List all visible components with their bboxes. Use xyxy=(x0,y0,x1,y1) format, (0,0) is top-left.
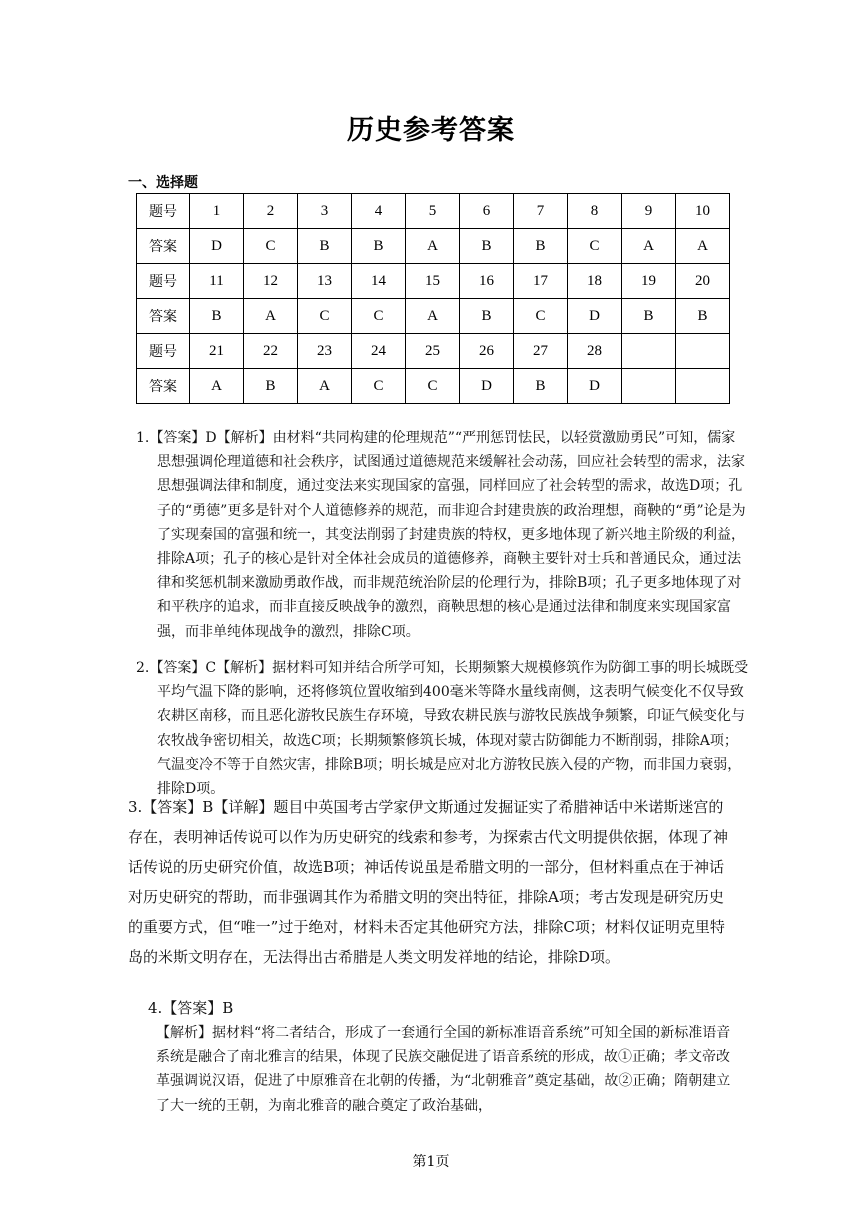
table-cell: C xyxy=(568,229,622,264)
table-cell: 17 xyxy=(514,264,568,299)
table-cell: 24 xyxy=(352,334,406,369)
answer-4-heading: 4.【答案】B xyxy=(148,999,234,1017)
table-cell: A xyxy=(244,299,298,334)
table-cell: B xyxy=(352,229,406,264)
table-cell: C xyxy=(352,369,406,404)
table-cell: C xyxy=(352,299,406,334)
table-cell xyxy=(676,334,730,369)
table-cell: D xyxy=(190,229,244,264)
row-label: 题号 xyxy=(137,194,190,229)
table-cell: 14 xyxy=(352,264,406,299)
table-cell: A xyxy=(406,299,460,334)
table-cell: 28 xyxy=(568,334,622,369)
answer-explanation-3: 3.【答案】B【详解】题目中英国考古学家伊文斯通过发掘证实了希腊神话中米诺斯迷宫的存在，表明神话传说可以作为历史研究的线索和参考，为探索古代文明提供依据，体现了神话传说的历史研究价值，故选B项；神话传说虽是希腊文明的一部分，但材料重点在于神话对历史研究的帮助，而非强调其作为希腊文明的突出特征，排除A项；考古发现是研究历史的重要方式，但“唯一”过于绝对，材料未否定其他研究方法，排除C项；材料仅证明克里特岛的米斯文明存在，无法得出古希腊是人类文明发祥地的结论，排除D项。 xyxy=(128,798,729,966)
table-cell: 1 xyxy=(190,194,244,229)
section-heading: 一、选择题 xyxy=(128,175,198,191)
table-cell: A xyxy=(190,369,244,404)
table-cell: B xyxy=(244,369,298,404)
answer-explanation-2: 2.【答案】C【解析】据材料可知并结合所学可知，长期频繁大规模修筑作为防御工事的明长城既受平均气温下降的影响，还将修筑位置收缩到400毫米等降水量线南侧，这表明气候变化不仅导致农耕区南移，而且恶化游牧民族生存环境，导致农耕民族与游牧民族战争频繁，印证气候变化与农牧战争密切相关，故选C项；长期频繁修筑长城，体现对蒙古防御能力不断削弱，排除A项；气温变冷不等于自然灾害，排除B项；明长城是应对北方游牧民族入侵的产物，而非国力衰弱，排除D项。 xyxy=(136,660,749,798)
table-cell: A xyxy=(406,229,460,264)
answer-table xyxy=(136,193,730,404)
table-cell: C xyxy=(514,299,568,334)
table-row xyxy=(137,229,730,264)
table-cell: 25 xyxy=(406,334,460,369)
table-cell: C xyxy=(298,299,352,334)
table-row xyxy=(137,264,730,299)
page-title: 历史参考答案 xyxy=(347,115,515,146)
answer-explanation-4: 【解析】据材料“将二者结合，形成了一套通行全国的新标准语音系统”可知全国的新标准语音系统是融合了南北雅言的结果，体现了民族交融促进了语音系统的形成，故①正确；孝文帝改革强调说汉语，促进了中原雅音在北朝的传播，为“北朝雅音”奠定基础，故②正确；隋朝建立了大一统的王朝，为南北雅音的融合奠定了政治基础， xyxy=(156,1025,731,1114)
table-cell: D xyxy=(460,369,514,404)
table-cell: 22 xyxy=(244,334,298,369)
table-cell: C xyxy=(406,369,460,404)
row-label: 答案 xyxy=(137,229,190,264)
table-cell: 19 xyxy=(622,264,676,299)
table-cell: A xyxy=(298,369,352,404)
table-cell: B xyxy=(514,369,568,404)
table-cell: 27 xyxy=(514,334,568,369)
table-cell: A xyxy=(622,229,676,264)
table-cell: B xyxy=(298,229,352,264)
table-cell: B xyxy=(622,299,676,334)
table-cell: 23 xyxy=(298,334,352,369)
table-cell: 12 xyxy=(244,264,298,299)
table-cell: 7 xyxy=(514,194,568,229)
table-cell: 6 xyxy=(460,194,514,229)
row-label: 答案 xyxy=(137,369,190,404)
table-cell: 16 xyxy=(460,264,514,299)
table-cell: 13 xyxy=(298,264,352,299)
page-number: 第1页 xyxy=(412,1154,450,1170)
table-row xyxy=(137,299,730,334)
row-label: 答案 xyxy=(137,299,190,334)
table-row xyxy=(137,369,730,404)
table-cell: C xyxy=(244,229,298,264)
table-cell: D xyxy=(568,299,622,334)
table-cell: 18 xyxy=(568,264,622,299)
table-cell xyxy=(676,369,730,404)
table-cell: D xyxy=(568,369,622,404)
table-row xyxy=(137,334,730,369)
table-cell xyxy=(622,334,676,369)
answer-explanation-1: 1.【答案】D【解析】由材料“共同构建的伦理规范”“严刑惩罚怯民，以轻赏激励勇民”可知，儒家思想强调伦理道德和社会秩序，试图通过道德规范来缓解社会动荡，回应社会转型的需求，法家思想强调法律和制度，通过变法来实现国家的富强，同样回应了社会转型的需求，故选D项；孔子的“勇德”更多是针对个人道德修养的规范，而非迎合封建贵族的政治理想，商鞅的“勇”论是为了实现秦国的富强和统一，其变法削弱了封建贵族的特权，更多地体现了新兴地主阶级的利益，排除A项；孔子的核心是针对全体社会成员的道德修养，商鞅主要针对士兵和普通民众，通过法律和奖惩机制来激励勇敢作战，而非规范统治阶层的伦理行为，排除B项；孔子更多地体现了对和平秩序的追求，而非直接反映战争的激烈，商鞅思想的核心是通过法律和制度来实现国家富强，而非单纯体现战争的激烈，排除C项。 xyxy=(136,430,746,640)
table-cell: 9 xyxy=(622,194,676,229)
table-cell: B xyxy=(460,299,514,334)
table-cell: 5 xyxy=(406,194,460,229)
table-cell: 11 xyxy=(190,264,244,299)
table-cell: 3 xyxy=(298,194,352,229)
table-cell: B xyxy=(514,229,568,264)
table-cell: 10 xyxy=(676,194,730,229)
table-cell: 20 xyxy=(676,264,730,299)
table-cell: A xyxy=(676,229,730,264)
table-cell: B xyxy=(460,229,514,264)
table-cell: 21 xyxy=(190,334,244,369)
table-cell: 2 xyxy=(244,194,298,229)
row-label: 题号 xyxy=(137,334,190,369)
table-row xyxy=(137,194,730,229)
table-cell: B xyxy=(676,299,730,334)
table-cell: B xyxy=(190,299,244,334)
table-cell: 26 xyxy=(460,334,514,369)
row-label: 题号 xyxy=(137,264,190,299)
table-cell xyxy=(622,369,676,404)
table-cell: 15 xyxy=(406,264,460,299)
table-cell: 8 xyxy=(568,194,622,229)
table-cell: 4 xyxy=(352,194,406,229)
